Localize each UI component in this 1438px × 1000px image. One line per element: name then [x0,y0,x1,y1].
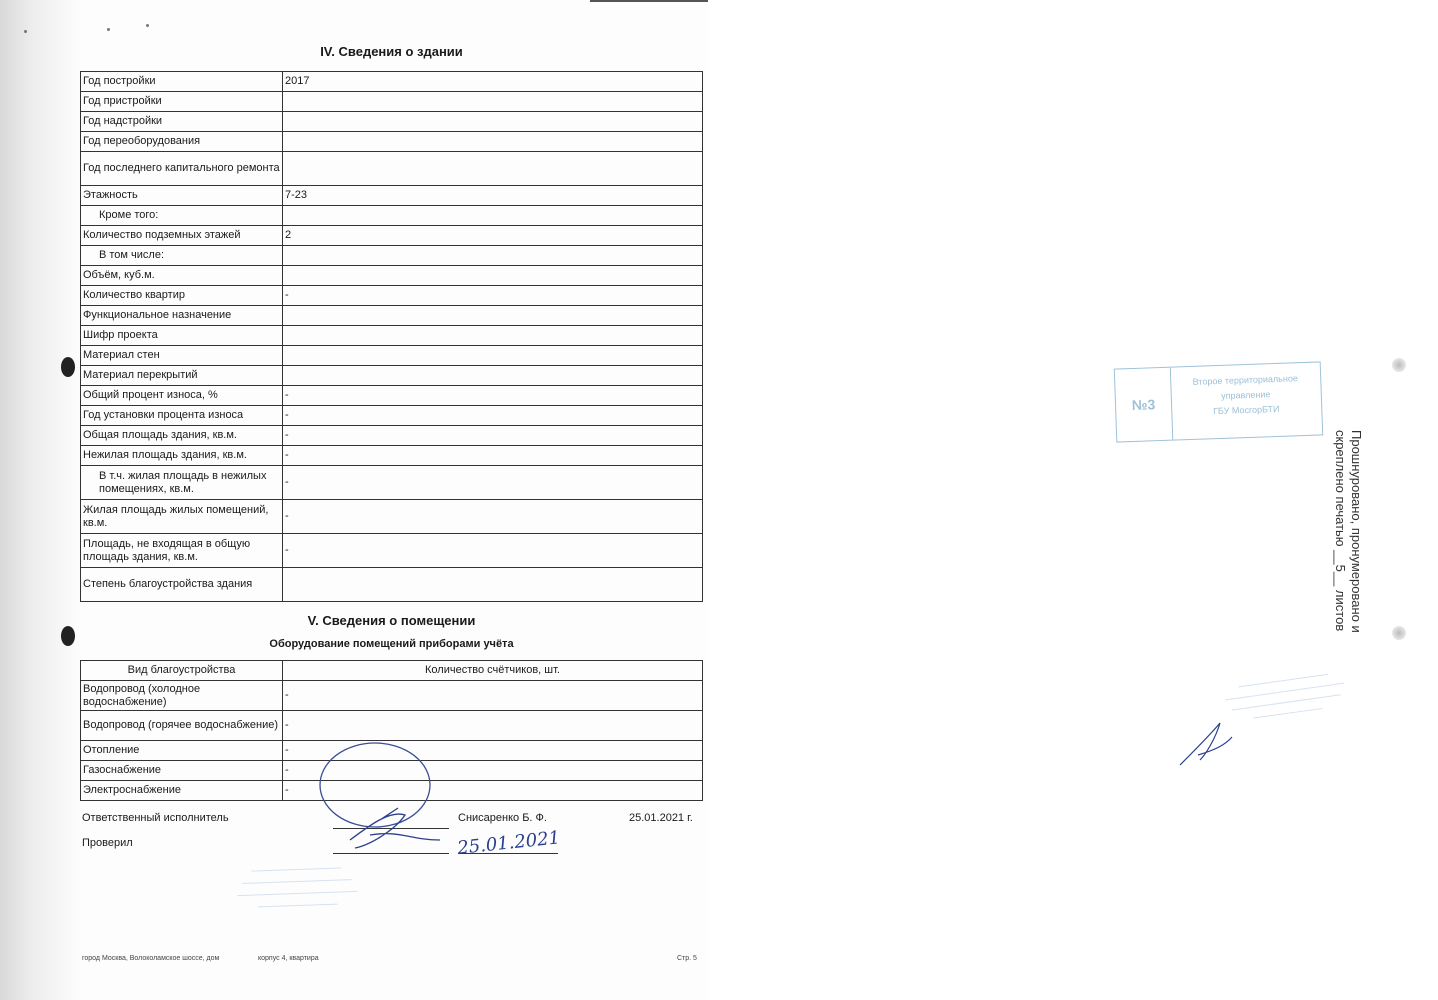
building-row-value [283,326,703,346]
footer-address-1: город Москва, Волоколамское шоссе, дом [82,955,220,962]
meters-header-row [81,661,703,681]
building-row-label: Общий процент износа, % [81,386,283,406]
building-row [81,72,703,92]
building-row [81,186,703,206]
building-row [81,152,703,186]
binding-note [1330,430,1364,670]
footer-address-2: корпус 4, квартира [258,955,319,962]
building-row-label: Год последнего капитального ремонта [81,152,283,186]
building-row-label: Площадь, не входящая в общую площадь здания, кв.м. [81,534,283,568]
building-row-value [283,366,703,386]
building-row-value: - [283,386,703,406]
building-row-value [283,568,703,602]
responsible-name: Снисаренко Б. Ф. [458,812,547,824]
building-row-label: Количество квартир [81,286,283,306]
binding-note-line-2: скреплено печатью __5__ листов [1333,430,1348,632]
building-row-value: - [283,500,703,534]
building-row-label: Год пристройки [81,92,283,112]
building-row-value: 2017 [283,72,703,92]
building-row-label: Количество подземных этажей [81,226,283,246]
binding-hole [61,626,75,646]
building-row-value: 7-23 [283,186,703,206]
building-row-value: - [283,446,703,466]
building-row [81,446,703,466]
building-row-value [283,266,703,286]
meter-row-label: Водопровод (горячее водоснабжение) [81,711,283,741]
meter-row-value: - [283,741,703,761]
building-row-label: Кроме того: [81,206,283,226]
building-row [81,534,703,568]
building-row-label: Год постройки [81,72,283,92]
meter-row-value: - [283,711,703,741]
responsible-date: 25.01.2021 г. [629,812,693,824]
building-row [81,466,703,500]
building-row-label: Год надстройки [81,112,283,132]
speck [107,28,110,31]
responsible-label: Ответственный исполнитель [82,812,229,824]
building-row-value [283,306,703,326]
top-edge-line [590,0,708,2]
building-row-label: Этажность [81,186,283,206]
page-binding-shadow [0,0,80,1000]
section-5-subtitle: Оборудование помещений приборами учёта [269,638,514,650]
building-row [81,306,703,326]
stamp-line-1: Второе территориальное [1192,373,1299,387]
building-row-value [283,152,703,186]
building-row-label: Функциональное назначение [81,306,283,326]
binding-dot [1392,358,1406,372]
right-blank-area [708,0,1438,1000]
binding-hole [61,357,75,377]
building-row-label: Материал перекрытий [81,366,283,386]
building-row-value [283,112,703,132]
building-row [81,568,703,602]
faint-stamp-bottom [231,858,363,911]
meter-row-label: Отопление [81,741,283,761]
building-row-value [283,346,703,366]
speck [146,24,149,27]
ink-circle-mark [320,743,430,827]
header-type: Вид благоустройства [81,661,283,681]
building-row-value [283,132,703,152]
building-row [81,226,703,246]
building-row [81,266,703,286]
meter-row [81,711,703,741]
bti-stamp [1114,361,1323,442]
building-row [81,366,703,386]
building-row [81,246,703,266]
building-row-label: Общая площадь здания, кв.м. [81,426,283,446]
meter-row-label: Водопровод (холодное водоснабжение) [81,681,283,711]
right-signature-svg [1170,715,1250,775]
checked-label: Проверил [82,837,133,849]
stamp-text [1175,371,1316,421]
building-row-label: Шифр проекта [81,326,283,346]
speck [24,30,27,33]
stamp-line-2: управление [1221,389,1271,401]
building-row-label: Год переоборудования [81,132,283,152]
meter-row-label: Газоснабжение [81,761,283,781]
building-row [81,286,703,306]
binding-dot [1392,626,1406,640]
building-row-value: - [283,426,703,446]
footer-page-number: Стр. 5 [677,955,697,962]
meter-row [81,681,703,711]
handwritten-date: 25.01.2021 [456,827,562,859]
building-row [81,132,703,152]
building-row-value: - [283,406,703,426]
document-page [0,0,708,1000]
stamp-number: №3 [1115,368,1173,442]
building-row [81,406,703,426]
building-info-table [80,71,703,602]
building-row [81,426,703,446]
building-row-label: Жилая площадь жилых помещений, кв.м. [81,500,283,534]
binding-note-line-1: Прошнуровано, пронумеровано и [1349,430,1364,633]
building-row [81,206,703,226]
meter-row-label: Электроснабжение [81,781,283,801]
building-row-label: Нежилая площадь здания, кв.м. [81,446,283,466]
building-row-label: Год установки процента износа [81,406,283,426]
building-row-value: - [283,286,703,306]
building-row-label: Объём, куб.м. [81,266,283,286]
building-row-value [283,92,703,112]
section-5-title: V. Сведения о помещении [307,613,476,628]
header-count: Количество счётчиков, шт. [283,661,703,681]
building-row [81,346,703,366]
building-row-value [283,206,703,226]
stamp-line-3: ГБУ МосгорБТИ [1212,403,1280,417]
building-row-label: В т.ч. жилая площадь в нежилых помещениях, кв.м. [81,466,283,500]
building-row [81,112,703,132]
building-row [81,92,703,112]
building-row-label: В том числе: [81,246,283,266]
building-row-label: Степень благоустройства здания [81,568,283,602]
building-row-value [283,246,703,266]
meter-row-value: - [283,761,703,781]
meter-row-value: - [283,681,703,711]
building-row-value: - [283,466,703,500]
building-row [81,386,703,406]
signature-scribble [350,808,440,848]
building-row-value: 2 [283,226,703,246]
building-row-label: Материал стен [81,346,283,366]
building-row-value: - [283,534,703,568]
meter-row-value: - [283,781,703,801]
building-row [81,326,703,346]
building-row [81,500,703,534]
section-4-title: IV. Сведения о здании [320,44,463,59]
right-signature-scribble [1180,723,1232,765]
